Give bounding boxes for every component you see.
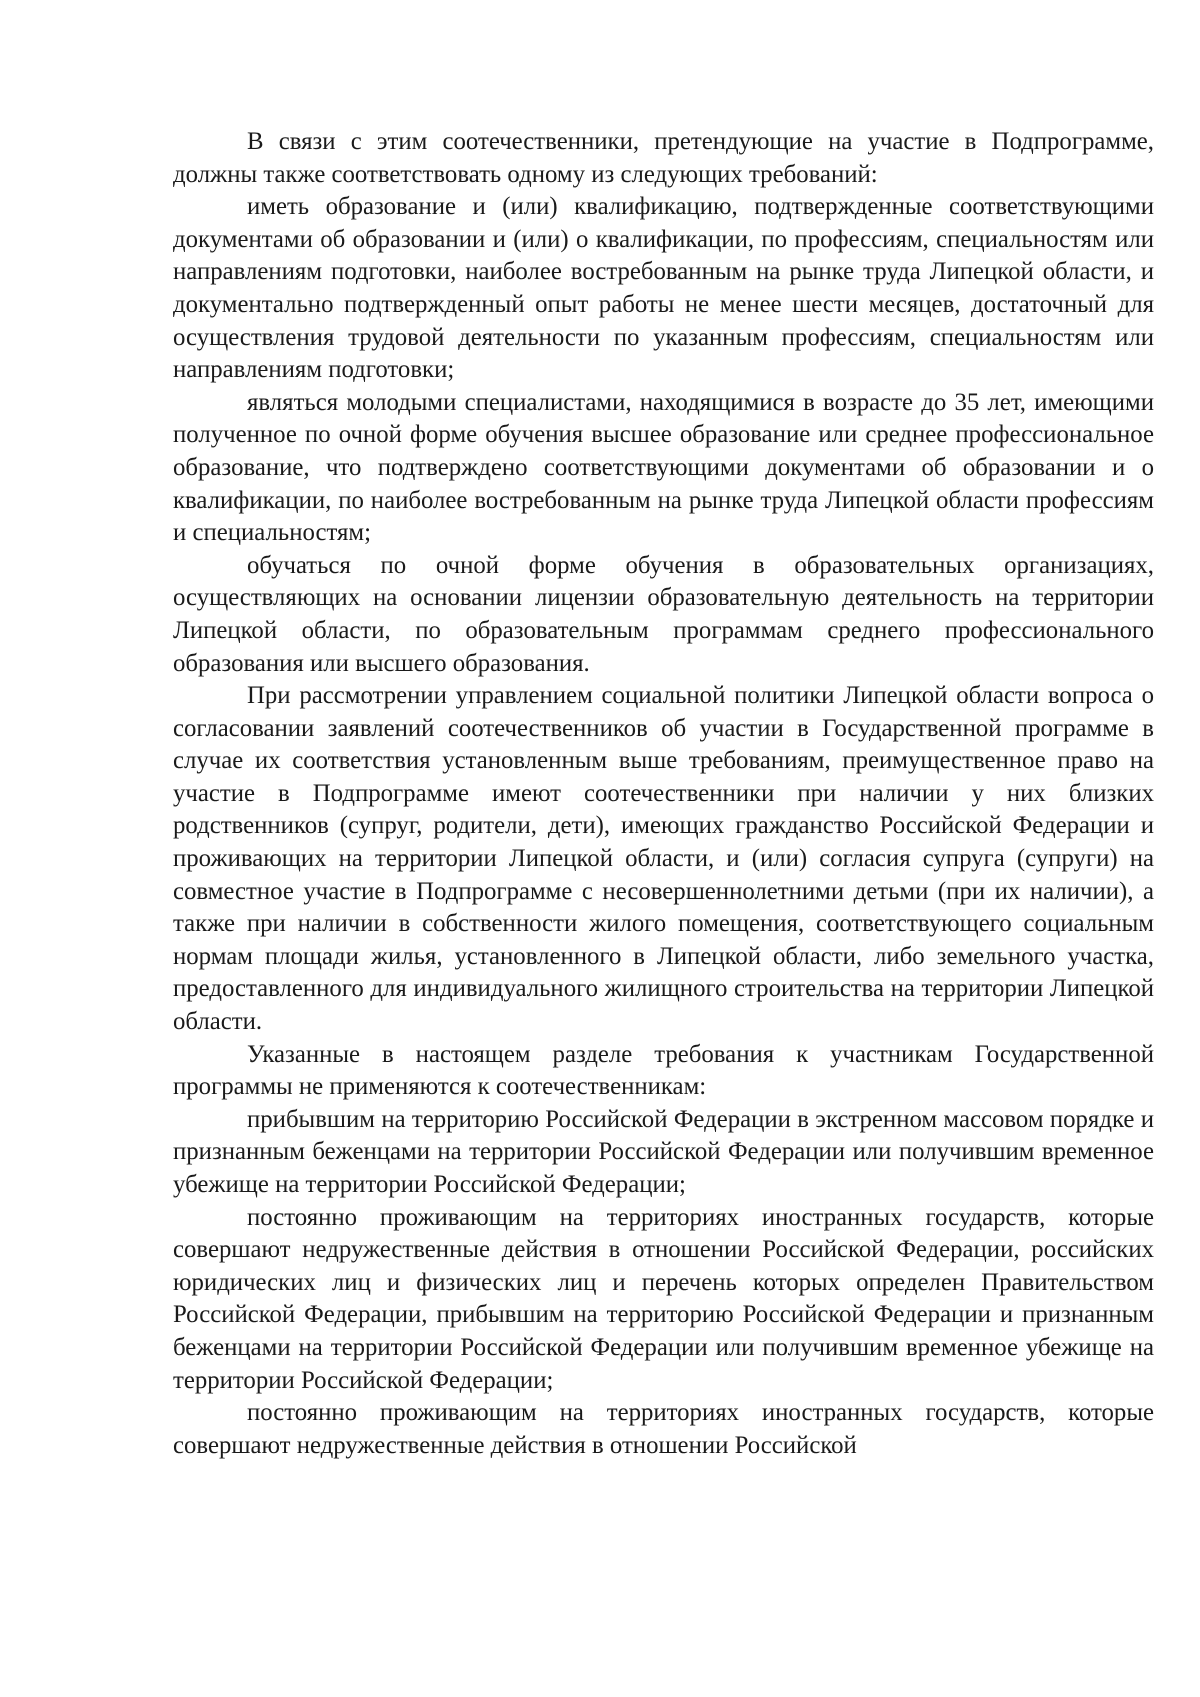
paragraph-full-time-students: обучаться по очной форме обучения в образовательных организациях, осуществляющих на основании лицензии образовательную деятельность на территории Липецкой области, по образовательным программам среднего профессионального образования или высшего образования.: [173, 551, 1154, 677]
paragraph-young-specialists: являться молодыми специалистами, находящимися в возрасте до 35 лет, имеющими полученное по очной форме обучения высшее образование или среднее профессиональное образование, что подтверждено соответствующими документами об образовании и о квалификации, по наиболее востребованным на рынке труда Липецкой области профессиям и специальностям;: [173, 388, 1154, 547]
paragraph-education-qualification: иметь образование и (или) квалификацию, подтвержденные соответствующими документами об образовании и (или) о квалификации, по профессиям, специальностям или направлениям подготовки, наиболее востребованным на рынке труда Липецкой области, и документально подтвержденный опыт работы не менее шести месяцев, достаточный для осуществления трудовой деятельности по указанным профессиям, специальностям или направлениям подготовки;: [173, 193, 1154, 384]
document-body: [173, 126, 1154, 1462]
paragraph-requirements-intro: В связи с этим соотечественники, претендующие на участие в Подпрограмме, должны также соответствовать одному из следующих требований:: [173, 128, 1154, 188]
paragraph-unfriendly-states-refugees: постоянно проживающим на территориях иностранных государств, которые совершают недружественные действия в отношении Российской Федерации, российских юридических лиц и физических лиц и перечень которых определен Правительством Российской Федерации, прибывшим на территорию Российской Федерации и признанным беженцами на территории Российской Федерации или получившим временное убежище на территории Российской Федерации;: [173, 1203, 1154, 1394]
paragraph-unfriendly-states-continued: постоянно проживающим на территориях иностранных государств, которые совершают недружественные действия в отношении Российской: [173, 1399, 1154, 1459]
paragraph-priority-right: При рассмотрении управлением социальной политики Липецкой области вопроса о согласовании заявлений соотечественников об участии в Государственной программе в случае их соответствия установленным выше требованиям, преимущественное право на участие в Подпрограмме имеют соотечественники при наличии у них близких родственников (супруг, родители, дети), имеющих гражданство Российской Федерации и проживающих на территории Липецкой области, и (или) согласия супруга (супруги) на совместное участие в Подпрограмме с несовершеннолетними детьми (при их наличии), а также при наличии в собственности жилого помещения, соответствующего социальным нормам площади жилья, установленного в Липецкой области, либо земельного участка, предоставленного для индивидуального жилищного строительства на территории Липецкой области.: [173, 682, 1154, 1036]
paragraph-exemptions-intro: Указанные в настоящем разделе требования к участникам Государственной программы не применяются к соотечественникам:: [173, 1040, 1154, 1101]
paragraph-emergency-arrivals: прибывшим на территорию Российской Федерации в экстренном массовом порядке и признанным беженцами на территории Российской Федерации или получившим временное убежище на территории Российской Федерации;: [173, 1105, 1154, 1198]
